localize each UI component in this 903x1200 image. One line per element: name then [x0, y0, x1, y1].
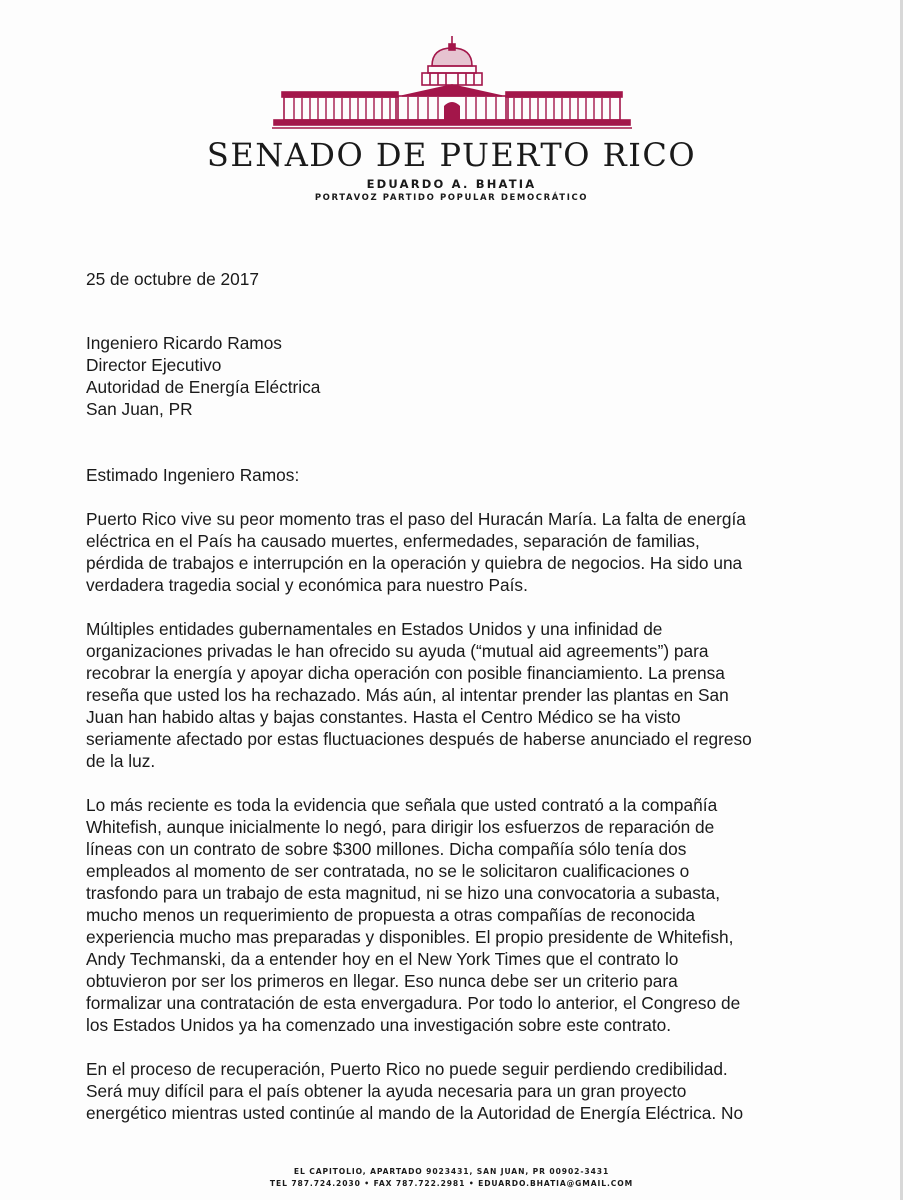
recipient-line: Ingeniero Ricardo Ramos [86, 333, 282, 353]
text-line: Lo más reciente es toda la evidencia que señala que usted contrató a la compañía [86, 795, 718, 815]
institution-name: SENADO DE PUERTO RICO [206, 136, 697, 174]
text-line: Whitefish, aunque inicialmente lo negó, para dirigir los esfuerzos de reparación de [86, 817, 715, 837]
text-line: Puerto Rico vive su peor momento tras el paso del Huracán María. La falta de energía [86, 509, 746, 529]
footer-contact: TEL 787.724.2030 • FAX 787.722.2981 • EDUARDO.BHATIA@GMAIL.COM [269, 1179, 634, 1188]
text-line: Andy Techmanski, da a entender hoy en el New York Times que el contrato lo [86, 949, 679, 969]
text-line: experiencia mucho mas preparadas y disponibles. El propio presidente de Whitefish, [86, 927, 734, 947]
recipient-line: Autoridad de Energía Eléctrica [86, 377, 321, 397]
letter-date: 25 de octubre de 2017 [86, 269, 259, 289]
footer-address: EL CAPITOLIO, APARTADO 9023431, SAN JUAN, PR 00902-3431 [293, 1167, 610, 1176]
senator-position: PORTAVOZ PARTIDO POPULAR DEMOCRÁTICO [314, 193, 589, 203]
text-line: mucho menos un requerimiento de propuesta a otras compañías de reconocida [86, 905, 696, 925]
paragraph-1 [86, 508, 806, 596]
text-line: pérdida de trabajos e interrupción en la operación y quiebra de negocios. Ha sido una [86, 553, 743, 573]
text-line: recobrar la energía y apoyar dicha operación con posible financiamiento. La prensa [86, 663, 725, 683]
text-line: de la luz. [86, 751, 156, 771]
salutation: Estimado Ingeniero Ramos: [86, 465, 300, 485]
letterhead-footer [0, 1166, 903, 1190]
text-line: Será muy difícil para el país obtener la ayuda necesaria para un gran proyecto [86, 1081, 687, 1101]
paragraph-3 [86, 794, 806, 1036]
letterhead [0, 34, 903, 203]
text-line: eléctrica en el País ha causado muertes, enfermedades, separación de familias, [86, 531, 700, 551]
text-line: energético mientras usted continúe al mando de la Autoridad de Energía Eléctrica. No [86, 1103, 744, 1123]
text-line: líneas con un contrato de sobre $300 millones. Dicha compañía sólo tenía dos [86, 839, 687, 859]
text-line: Juan han habido altas y bajas constantes. Hasta el Centro Médico se ha visto [86, 707, 681, 727]
senator-name: EDUARDO A. BHATIA [366, 177, 537, 191]
recipient-line: Director Ejecutivo [86, 355, 222, 375]
text-line: verdadera tragedia social y económica para nuestro País. [86, 575, 528, 595]
capitol-building-logo [272, 34, 632, 130]
paragraph-2 [86, 618, 806, 772]
text-line: trasfondo para un trabajo de esta magnitud, ni se hizo una convocatoria a subasta, [86, 883, 721, 903]
text-line: obtuvieron por ser los primeros en llegar. Eso nunca debe ser un criterio para [86, 971, 678, 991]
text-line: seriamente afectado por estas fluctuaciones después de haberse anunciado el regreso [86, 729, 752, 749]
text-line: reseña que usted los ha rechazado. Más aún, al intentar prender las plantas en San [86, 685, 729, 705]
text-line: los Estados Unidos ya ha comenzado una investigación sobre este contrato. [86, 1015, 672, 1035]
recipient-address [86, 332, 806, 420]
paragraph-4 [86, 1058, 806, 1124]
text-line: En el proceso de recuperación, Puerto Rico no puede seguir perdiendo credibilidad. [86, 1059, 728, 1079]
text-line: empleados al momento de ser contratada, no se le solicitaron cualificaciones o [86, 861, 690, 881]
recipient-line: San Juan, PR [86, 399, 193, 419]
letter-body [86, 268, 806, 1146]
text-line: organizaciones privadas le han ofrecido su ayuda (“mutual aid agreements”) para [86, 641, 709, 661]
text-line: Múltiples entidades gubernamentales en Estados Unidos y una infinidad de [86, 619, 663, 639]
text-line: formalizar una contratación de esta envergadura. Por todo lo anterior, el Congreso de [86, 993, 741, 1013]
